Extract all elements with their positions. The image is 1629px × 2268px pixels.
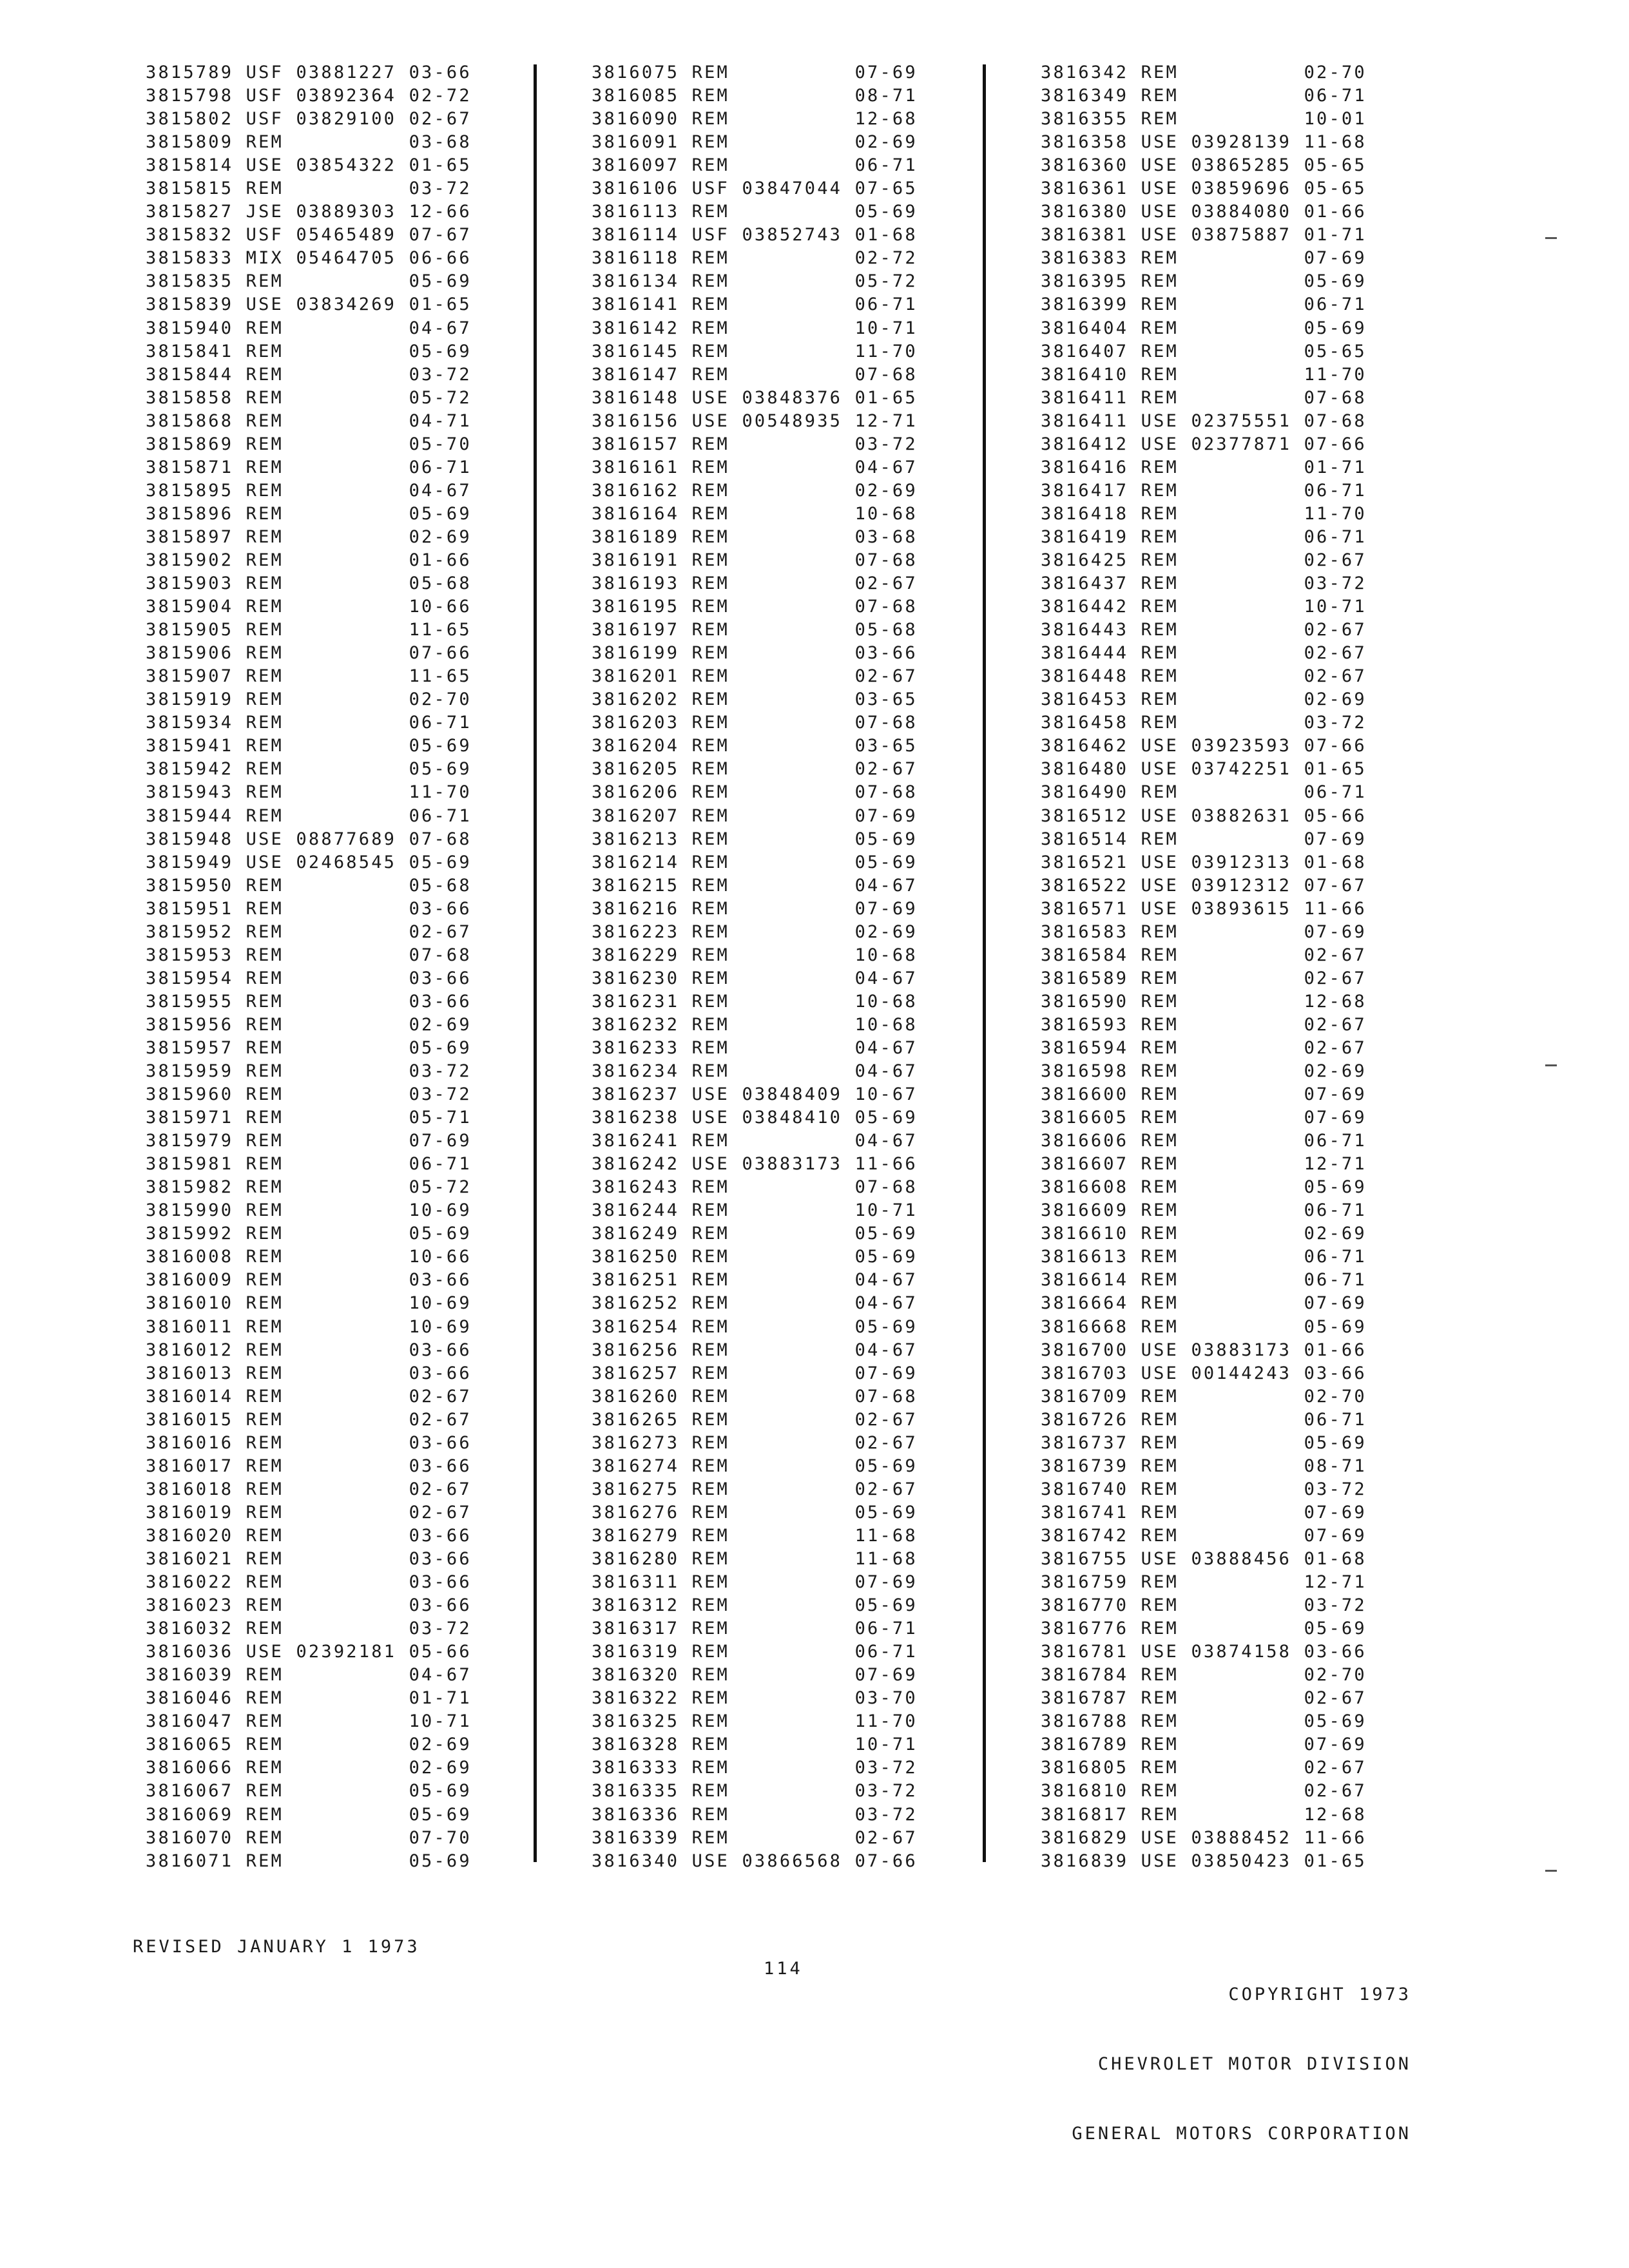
listing-row: 3816380 USE 03884080 01-66 <box>1041 202 1367 222</box>
listing-row: 3816817 REM 12-68 <box>1041 1804 1367 1825</box>
listing-row: 3816335 REM 03-72 <box>592 1781 918 1802</box>
listing-row: 3816189 REM 03-68 <box>592 526 918 547</box>
listing-row: 3816015 REM 02-67 <box>146 1409 472 1430</box>
listing-row: 3816740 REM 03-72 <box>1041 1479 1367 1499</box>
listing-row: 3816480 USE 03742251 01-65 <box>1041 759 1367 780</box>
listing-row: 3816598 REM 02-69 <box>1041 1061 1367 1082</box>
listing-row: 3816085 REM 08-71 <box>592 86 918 106</box>
listing-row: 3816114 USF 03852743 01-68 <box>592 225 918 245</box>
listing-row: 3816829 USE 03888452 11-66 <box>1041 1827 1367 1848</box>
listing-row: 3816605 REM 07-69 <box>1041 1108 1367 1128</box>
listing-row: 3816522 USE 03912312 07-67 <box>1041 875 1367 896</box>
listing-row: 3816319 REM 06-71 <box>592 1642 918 1662</box>
revision-note: REVISED JANUARY 1 1973 <box>133 1937 420 1957</box>
listing-row: 3816008 REM 10-66 <box>146 1247 472 1267</box>
listing-row: 3816781 USE 03874158 03-66 <box>1041 1642 1367 1662</box>
listing-row: 3815869 REM 05-70 <box>146 434 472 454</box>
listing-row: 3816584 REM 02-67 <box>1041 945 1367 965</box>
listing-row: 3816360 USE 03865285 05-65 <box>1041 155 1367 176</box>
listing-row: 3816788 REM 05-69 <box>1041 1711 1367 1732</box>
listing-row: 3816213 REM 05-69 <box>592 829 918 849</box>
listing-row: 3816142 REM 10-71 <box>592 318 918 338</box>
listing-row: 3816205 REM 02-67 <box>592 759 918 780</box>
listing-row: 3815902 REM 01-66 <box>146 550 472 570</box>
listing-row: 3816197 REM 05-68 <box>592 620 918 640</box>
listing-row: 3816231 REM 10-68 <box>592 991 918 1012</box>
listing-row: 3816019 REM 02-67 <box>146 1502 472 1523</box>
listing-row: 3816606 REM 06-71 <box>1041 1131 1367 1151</box>
listing-row: 3815904 REM 10-66 <box>146 597 472 617</box>
listing-row: 3816381 USE 03875887 01-71 <box>1041 225 1367 245</box>
listing-row: 3815952 REM 02-67 <box>146 921 472 942</box>
listing-row: 3816106 USF 03847044 07-65 <box>592 178 918 199</box>
listing-row: 3816250 REM 05-69 <box>592 1247 918 1267</box>
listing-row: 3816156 USE 00548935 12-71 <box>592 410 918 431</box>
listing-row: 3816739 REM 08-71 <box>1041 1456 1367 1476</box>
listing-row: 3816276 REM 05-69 <box>592 1502 918 1523</box>
margin-mark <box>1545 1870 1557 1872</box>
listing-row: 3816784 REM 02-70 <box>1041 1665 1367 1686</box>
listing-row: 3816418 REM 11-70 <box>1041 503 1367 524</box>
listing-row: 3816195 REM 07-68 <box>592 597 918 617</box>
listing-row: 3816193 REM 02-67 <box>592 573 918 594</box>
column-divider-1 <box>534 64 537 1862</box>
listing-row: 3816274 REM 05-69 <box>592 1456 918 1476</box>
listing-row: 3815906 REM 07-66 <box>146 643 472 664</box>
listing-row: 3816162 REM 02-69 <box>592 480 918 501</box>
listing-row: 3816206 REM 07-68 <box>592 782 918 803</box>
listing-row: 3816759 REM 12-71 <box>1041 1572 1367 1593</box>
listing-row: 3816737 REM 05-69 <box>1041 1432 1367 1453</box>
listing-row: 3816462 USE 03923593 07-66 <box>1041 736 1367 756</box>
listing-row: 3816091 REM 02-69 <box>592 132 918 153</box>
listing-row: 3816065 REM 02-69 <box>146 1735 472 1755</box>
listing-row: 3816280 REM 11-68 <box>592 1549 918 1569</box>
listing-row: 3815835 REM 05-69 <box>146 271 472 292</box>
corporation-line: GENERAL MOTORS CORPORATION <box>1072 2124 1411 2144</box>
listing-row: 3815868 REM 04-71 <box>146 410 472 431</box>
listing-row: 3816610 REM 02-69 <box>1041 1224 1367 1244</box>
listing-row: 3816071 REM 05-69 <box>146 1850 472 1871</box>
listing-row: 3816453 REM 02-69 <box>1041 689 1367 710</box>
listing-row: 3816014 REM 02-67 <box>146 1386 472 1407</box>
listing-row: 3816214 REM 05-69 <box>592 852 918 872</box>
listing-row: 3816490 REM 06-71 <box>1041 782 1367 803</box>
listing-row: 3816416 REM 01-71 <box>1041 457 1367 477</box>
listing-row: 3816333 REM 03-72 <box>592 1758 918 1778</box>
listing-row: 3816317 REM 06-71 <box>592 1619 918 1639</box>
listing-row: 3816018 REM 02-67 <box>146 1479 472 1499</box>
listing-row: 3816039 REM 04-67 <box>146 1665 472 1686</box>
listing-row: 3815832 USF 05465489 07-67 <box>146 225 472 245</box>
listing-row: 3816216 REM 07-69 <box>592 898 918 919</box>
listing-row: 3816036 USE 02392181 05-66 <box>146 1642 472 1662</box>
listing-row: 3816608 REM 05-69 <box>1041 1177 1367 1198</box>
listing-row: 3816776 REM 05-69 <box>1041 1619 1367 1639</box>
listing-row: 3816407 REM 05-65 <box>1041 341 1367 361</box>
listing-row: 3816448 REM 02-67 <box>1041 666 1367 687</box>
listing-row: 3816805 REM 02-67 <box>1041 1758 1367 1778</box>
listing-row: 3816256 REM 04-67 <box>592 1340 918 1360</box>
listing-row: 3815979 REM 07-69 <box>146 1131 472 1151</box>
listing-row: 3816419 REM 06-71 <box>1041 526 1367 547</box>
listing-row: 3816411 REM 07-68 <box>1041 387 1367 408</box>
listing-row: 3815960 REM 03-72 <box>146 1084 472 1105</box>
listing-row: 3815954 REM 03-66 <box>146 968 472 988</box>
listing-row: 3816145 REM 11-70 <box>592 341 918 361</box>
listing-row: 3815934 REM 06-71 <box>146 713 472 733</box>
listing-row: 3816609 REM 06-71 <box>1041 1200 1367 1221</box>
listing-row: 3816325 REM 11-70 <box>592 1711 918 1732</box>
listing-row: 3815896 REM 05-69 <box>146 503 472 524</box>
listing-row: 3816320 REM 07-69 <box>592 1665 918 1686</box>
listing-row: 3816067 REM 05-69 <box>146 1781 472 1802</box>
listing-row: 3815971 REM 05-71 <box>146 1108 472 1128</box>
listing-row: 3816741 REM 07-69 <box>1041 1502 1367 1523</box>
listing-row: 3815948 USE 08877689 07-68 <box>146 829 472 849</box>
listing-row: 3816442 REM 10-71 <box>1041 597 1367 617</box>
listing-row: 3815833 MIX 05464705 06-66 <box>146 248 472 269</box>
page-number: 114 <box>764 1959 803 1979</box>
listing-row: 3816113 REM 05-69 <box>592 202 918 222</box>
listing-row: 3816444 REM 02-67 <box>1041 643 1367 664</box>
listing-row: 3815953 REM 07-68 <box>146 945 472 965</box>
listing-row: 3815905 REM 11-65 <box>146 620 472 640</box>
listing-row: 3816312 REM 05-69 <box>592 1595 918 1616</box>
listing-row: 3816417 REM 06-71 <box>1041 480 1367 501</box>
listing-row: 3816443 REM 02-67 <box>1041 620 1367 640</box>
listing-row: 3816355 REM 10-01 <box>1041 109 1367 130</box>
listing-row: 3816336 REM 03-72 <box>592 1804 918 1825</box>
listing-row: 3816399 REM 06-71 <box>1041 294 1367 315</box>
listing-row: 3815982 REM 05-72 <box>146 1177 472 1198</box>
listing-row: 3816726 REM 06-71 <box>1041 1409 1367 1430</box>
listing-row: 3816047 REM 10-71 <box>146 1711 472 1732</box>
listing-row: 3816022 REM 03-66 <box>146 1572 472 1593</box>
listing-row: 3816252 REM 04-67 <box>592 1293 918 1314</box>
listing-row: 3816141 REM 06-71 <box>592 294 918 315</box>
listing-row: 3816839 USE 03850423 01-65 <box>1041 1850 1367 1871</box>
listing-row: 3816010 REM 10-69 <box>146 1293 472 1314</box>
listing-row: 3816199 REM 03-66 <box>592 643 918 664</box>
copyright-line: COPYRIGHT 1973 <box>1228 1984 1411 2004</box>
listing-row: 3816016 REM 03-66 <box>146 1432 472 1453</box>
listing-row: 3816328 REM 10-71 <box>592 1735 918 1755</box>
listing-row: 3816233 REM 04-67 <box>592 1037 918 1058</box>
listing-column-3 <box>1041 61 1479 1873</box>
listing-row: 3816148 USE 03848376 01-65 <box>592 387 918 408</box>
listing-row: 3816770 REM 03-72 <box>1041 1595 1367 1616</box>
listing-row: 3816395 REM 05-69 <box>1041 271 1367 292</box>
listing-row: 3816230 REM 04-67 <box>592 968 918 988</box>
listing-row: 3815955 REM 03-66 <box>146 991 472 1012</box>
listing-row: 3816215 REM 04-67 <box>592 875 918 896</box>
listing-row: 3816202 REM 03-65 <box>592 689 918 710</box>
listing-row: 3815957 REM 05-69 <box>146 1037 472 1058</box>
listing-row: 3816412 USE 02377871 07-66 <box>1041 434 1367 454</box>
listing-row: 3815992 REM 05-69 <box>146 1224 472 1244</box>
listing-row: 3816249 REM 05-69 <box>592 1224 918 1244</box>
listing-row: 3816810 REM 02-67 <box>1041 1781 1367 1802</box>
listing-row: 3816013 REM 03-66 <box>146 1363 472 1383</box>
listing-row: 3816243 REM 07-68 <box>592 1177 918 1198</box>
column-divider-2 <box>983 64 986 1862</box>
listing-row: 3816613 REM 06-71 <box>1041 1247 1367 1267</box>
listing-row: 3816157 REM 03-72 <box>592 434 918 454</box>
listing-row: 3816244 REM 10-71 <box>592 1200 918 1221</box>
listing-row: 3815956 REM 02-69 <box>146 1014 472 1035</box>
listing-row: 3816279 REM 11-68 <box>592 1525 918 1546</box>
listing-row: 3815942 REM 05-69 <box>146 759 472 780</box>
listing-row: 3816237 USE 03848409 10-67 <box>592 1084 918 1105</box>
listing-row: 3816207 REM 07-69 <box>592 805 918 826</box>
listing-row: 3816203 REM 07-68 <box>592 713 918 733</box>
listing-row: 3816458 REM 03-72 <box>1041 713 1367 733</box>
listing-row: 3816232 REM 10-68 <box>592 1014 918 1035</box>
listing-row: 3816012 REM 03-66 <box>146 1340 472 1360</box>
listing-row: 3816411 USE 02375551 07-68 <box>1041 410 1367 431</box>
listing-column-2 <box>592 61 1030 1873</box>
listing-row: 3816241 REM 04-67 <box>592 1131 918 1151</box>
listing-row: 3816607 REM 12-71 <box>1041 1154 1367 1175</box>
listing-row: 3816265 REM 02-67 <box>592 1409 918 1430</box>
listing-row: 3816090 REM 12-68 <box>592 109 918 130</box>
listing-row: 3816254 REM 05-69 <box>592 1316 918 1337</box>
listing-row: 3816593 REM 02-67 <box>1041 1014 1367 1035</box>
listing-row: 3816066 REM 02-69 <box>146 1758 472 1778</box>
listing-row: 3816046 REM 01-71 <box>146 1688 472 1709</box>
listing-row: 3816700 USE 03883173 01-66 <box>1041 1340 1367 1360</box>
listing-row: 3816070 REM 07-70 <box>146 1827 472 1848</box>
listing-row: 3816361 USE 03859696 05-65 <box>1041 178 1367 199</box>
listing-row: 3816032 REM 03-72 <box>146 1619 472 1639</box>
listing-row: 3816349 REM 06-71 <box>1041 86 1367 106</box>
copyright-block <box>1072 1937 1411 2169</box>
listing-row: 3815827 JSE 03889303 12-66 <box>146 202 472 222</box>
listing-row: 3816017 REM 03-66 <box>146 1456 472 1476</box>
listing-row: 3816339 REM 02-67 <box>592 1827 918 1848</box>
listing-row: 3815959 REM 03-72 <box>146 1061 472 1082</box>
listing-row: 3815903 REM 05-68 <box>146 573 472 594</box>
listing-row: 3815897 REM 02-69 <box>146 526 472 547</box>
listing-row: 3816069 REM 05-69 <box>146 1804 472 1825</box>
listing-row: 3816664 REM 07-69 <box>1041 1293 1367 1314</box>
listing-row: 3816342 REM 02-70 <box>1041 62 1367 82</box>
listing-row: 3815798 USF 03892364 02-72 <box>146 86 472 106</box>
listing-row: 3816275 REM 02-67 <box>592 1479 918 1499</box>
division-line: CHEVROLET MOTOR DIVISION <box>1097 2054 1411 2074</box>
listing-row: 3816134 REM 05-72 <box>592 271 918 292</box>
listing-row: 3815940 REM 04-67 <box>146 318 472 338</box>
listing-row: 3816410 REM 11-70 <box>1041 364 1367 385</box>
listing-row: 3815858 REM 05-72 <box>146 387 472 408</box>
listing-row: 3815919 REM 02-70 <box>146 689 472 710</box>
listing-row: 3816425 REM 02-67 <box>1041 550 1367 570</box>
listing-row: 3816223 REM 02-69 <box>592 921 918 942</box>
listing-row: 3815943 REM 11-70 <box>146 782 472 803</box>
listing-row: 3816257 REM 07-69 <box>592 1363 918 1383</box>
listing-row: 3816589 REM 02-67 <box>1041 968 1367 988</box>
listing-row: 3816358 USE 03928139 11-68 <box>1041 132 1367 153</box>
listing-row: 3815814 USE 03854322 01-65 <box>146 155 472 176</box>
listing-row: 3816161 REM 04-67 <box>592 457 918 477</box>
listing-row: 3815844 REM 03-72 <box>146 364 472 385</box>
listing-row: 3816521 USE 03912313 01-68 <box>1041 852 1367 872</box>
listing-row: 3816229 REM 10-68 <box>592 945 918 965</box>
listing-row: 3816437 REM 03-72 <box>1041 573 1367 594</box>
listing-row: 3816383 REM 07-69 <box>1041 248 1367 269</box>
listing-row: 3816789 REM 07-69 <box>1041 1735 1367 1755</box>
listing-row: 3815809 REM 03-68 <box>146 132 472 153</box>
listing-row: 3816273 REM 02-67 <box>592 1432 918 1453</box>
listing-row: 3816742 REM 07-69 <box>1041 1525 1367 1546</box>
listing-row: 3815802 USF 03829100 02-67 <box>146 109 472 130</box>
listing-row: 3816251 REM 04-67 <box>592 1270 918 1291</box>
listing-row: 3816020 REM 03-66 <box>146 1525 472 1546</box>
margin-mark <box>1545 237 1557 239</box>
listing-row: 3816703 USE 00144243 03-66 <box>1041 1363 1367 1383</box>
listing-row: 3816234 REM 04-67 <box>592 1061 918 1082</box>
listing-row: 3815941 REM 05-69 <box>146 736 472 756</box>
listing-row: 3815944 REM 06-71 <box>146 805 472 826</box>
listing-row: 3816594 REM 02-67 <box>1041 1037 1367 1058</box>
listing-row: 3815815 REM 03-72 <box>146 178 472 199</box>
listing-row: 3816614 REM 06-71 <box>1041 1270 1367 1291</box>
listing-row: 3816514 REM 07-69 <box>1041 829 1367 849</box>
listing-row: 3816201 REM 02-67 <box>592 666 918 687</box>
listing-row: 3816583 REM 07-69 <box>1041 921 1367 942</box>
listing-row: 3816668 REM 05-69 <box>1041 1316 1367 1337</box>
listing-row: 3815949 USE 02468545 05-69 <box>146 852 472 872</box>
listing-row: 3815895 REM 04-67 <box>146 480 472 501</box>
listing-row: 3815839 USE 03834269 01-65 <box>146 294 472 315</box>
listing-row: 3816164 REM 10-68 <box>592 503 918 524</box>
listing-row: 3815981 REM 06-71 <box>146 1154 472 1175</box>
listing-row: 3816011 REM 10-69 <box>146 1316 472 1337</box>
listing-row: 3816021 REM 03-66 <box>146 1549 472 1569</box>
listing-row: 3816009 REM 03-66 <box>146 1270 472 1291</box>
listing-row: 3816075 REM 07-69 <box>592 62 918 82</box>
margin-mark <box>1545 1064 1557 1066</box>
listing-row: 3816512 USE 03882631 05-66 <box>1041 805 1367 826</box>
listing-row: 3815871 REM 06-71 <box>146 457 472 477</box>
listing-row: 3816590 REM 12-68 <box>1041 991 1367 1012</box>
listing-row: 3816340 USE 03866568 07-66 <box>592 1850 918 1871</box>
listing-row: 3815907 REM 11-65 <box>146 666 472 687</box>
listing-row: 3816571 USE 03893615 11-66 <box>1041 898 1367 919</box>
listing-row: 3816260 REM 07-68 <box>592 1386 918 1407</box>
listing-row: 3815950 REM 05-68 <box>146 875 472 896</box>
listing-row: 3815789 USF 03881227 03-66 <box>146 62 472 82</box>
listing-row: 3816709 REM 02-70 <box>1041 1386 1367 1407</box>
listing-row: 3816097 REM 06-71 <box>592 155 918 176</box>
listing-row: 3815951 REM 03-66 <box>146 898 472 919</box>
listing-row: 3815841 REM 05-69 <box>146 341 472 361</box>
listing-row: 3816311 REM 07-69 <box>592 1572 918 1593</box>
listing-row: 3816755 USE 03888456 01-68 <box>1041 1549 1367 1569</box>
listing-row: 3816404 REM 05-69 <box>1041 318 1367 338</box>
listing-row: 3816118 REM 02-72 <box>592 248 918 269</box>
listing-row: 3816322 REM 03-70 <box>592 1688 918 1709</box>
listing-row: 3816787 REM 02-67 <box>1041 1688 1367 1709</box>
listing-row: 3816147 REM 07-68 <box>592 364 918 385</box>
listing-row: 3816238 USE 03848410 05-69 <box>592 1108 918 1128</box>
listing-row: 3816242 USE 03883173 11-66 <box>592 1154 918 1175</box>
listing-row: 3816204 REM 03-65 <box>592 736 918 756</box>
listing-column-1 <box>146 61 584 1873</box>
listing-row: 3816191 REM 07-68 <box>592 550 918 570</box>
listing-row: 3816600 REM 07-69 <box>1041 1084 1367 1105</box>
listing-row: 3815990 REM 10-69 <box>146 1200 472 1221</box>
listing-row: 3816023 REM 03-66 <box>146 1595 472 1616</box>
